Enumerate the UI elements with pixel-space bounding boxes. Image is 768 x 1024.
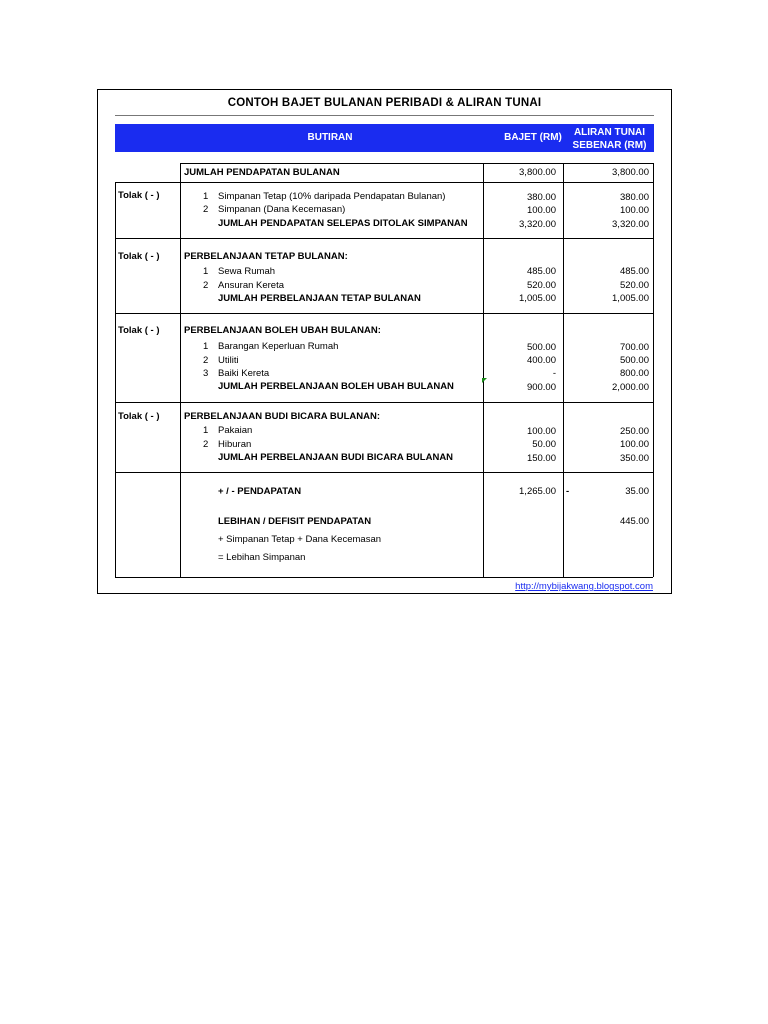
grid-line	[563, 163, 564, 577]
item-number: 1	[203, 266, 209, 277]
item-label: Simpanan Tetap (10% daripada Pendapatan Bulanan)	[218, 191, 446, 202]
item-number: 1	[203, 341, 209, 352]
item-bajet: 380.00	[526, 192, 556, 203]
blog-link[interactable]: http://mybijakwang.blogspot.com	[515, 581, 653, 592]
grid-line	[115, 238, 653, 239]
item-number: 2	[203, 280, 209, 291]
item-bajet: -	[552, 368, 556, 379]
lebihan-simpanan-label: = Lebihan Simpanan	[218, 552, 306, 563]
grid-line	[180, 163, 653, 164]
lebihan-label: LEBIHAN / DEFISIT PENDAPATAN	[218, 516, 372, 527]
item-aliran: 500.00	[619, 355, 649, 366]
item-number: 3	[203, 368, 209, 379]
income-label: JUMLAH PENDAPATAN BULANAN	[184, 167, 340, 178]
item-label: Simpanan (Dana Kecemasan)	[218, 204, 346, 215]
tolak-label: Tolak ( - )	[118, 251, 160, 262]
pendapatan-bajet: 1,265.00	[519, 486, 556, 497]
tolak-label: Tolak ( - )	[118, 325, 160, 336]
grid-line	[115, 402, 653, 403]
income-bajet: 3,800.00	[519, 167, 556, 178]
item-label: Hiburan	[218, 439, 252, 450]
item-bajet: 520.00	[526, 280, 556, 291]
section-total-aliran: 3,320.00	[612, 219, 649, 230]
item-aliran: 100.00	[619, 205, 649, 216]
income-aliran: 3,800.00	[612, 167, 649, 178]
page-title: CONTOH BAJET BULANAN PERIBADI & ALIRAN TUNAI	[227, 97, 542, 109]
item-bajet: 100.00	[526, 205, 556, 216]
section-total-aliran: 1,005.00	[612, 293, 649, 304]
item-bajet: 500.00	[526, 342, 556, 353]
tolak-label: Tolak ( - )	[118, 190, 160, 201]
item-aliran: 250.00	[619, 426, 649, 437]
header-aliran-line2: SEBENAR (RM)	[572, 140, 647, 151]
section-heading: PERBELANJAAN BOLEH UBAH BULANAN:	[184, 325, 381, 336]
section-total-bajet: 900.00	[526, 382, 556, 393]
item-number: 2	[203, 439, 209, 450]
item-bajet: 50.00	[532, 439, 556, 450]
item-bajet: 100.00	[526, 426, 556, 437]
section-total-bajet: 3,320.00	[519, 219, 556, 230]
cell-comment-marker	[482, 378, 487, 383]
simpanan-label: + Simpanan Tetap + Dana Kecemasan	[218, 534, 382, 545]
section-heading: PERBELANJAAN TETAP BULANAN:	[184, 251, 348, 262]
item-aliran: 800.00	[619, 368, 649, 379]
grid-line	[653, 163, 654, 577]
section-total-aliran: 350.00	[619, 453, 649, 464]
grid-line	[115, 182, 653, 183]
section-total-label: JUMLAH PENDAPATAN SELEPAS DITOLAK SIMPANAN	[218, 218, 468, 229]
item-label: Baiki Kereta	[218, 368, 270, 379]
item-label: Pakaian	[218, 425, 253, 436]
title-underline	[115, 115, 654, 116]
lebihan-aliran: 445.00	[619, 516, 649, 527]
section-total-bajet: 150.00	[526, 453, 556, 464]
header-aliran	[565, 126, 654, 152]
item-label: Sewa Rumah	[218, 266, 276, 277]
grid-line	[115, 182, 116, 577]
grid-line	[115, 313, 653, 314]
item-number: 2	[203, 355, 209, 366]
table-header	[115, 124, 654, 152]
section-total-label: JUMLAH PERBELANJAAN BUDI BICARA BULANAN	[218, 452, 454, 463]
item-number: 1	[203, 425, 209, 436]
item-aliran: 485.00	[619, 266, 649, 277]
section-total-label: JUMLAH PERBELANJAAN TETAP BULANAN	[218, 293, 421, 304]
item-aliran: 380.00	[619, 192, 649, 203]
item-bajet: 485.00	[526, 266, 556, 277]
item-number: 1	[203, 191, 209, 202]
item-bajet: 400.00	[526, 355, 556, 366]
section-heading: PERBELANJAAN BUDI BICARA BULANAN:	[184, 411, 380, 422]
item-label: Utiliti	[218, 355, 239, 366]
item-label: Ansuran Kereta	[218, 280, 285, 291]
header-bajet: BAJET (RM)	[504, 132, 562, 143]
header-aliran-line1: ALIRAN TUNAI	[573, 127, 646, 138]
item-label: Barangan Keperluan Rumah	[218, 341, 339, 352]
section-total-bajet: 1,005.00	[519, 293, 556, 304]
grid-line	[115, 472, 653, 473]
tolak-label: Tolak ( - )	[118, 411, 160, 422]
section-total-label: JUMLAH PERBELANJAAN BOLEH UBAH BULANAN	[218, 381, 454, 392]
item-aliran: 700.00	[619, 342, 649, 353]
grid-line	[180, 163, 181, 577]
grid-line	[115, 577, 653, 578]
section-total-aliran: 2,000.00	[612, 382, 649, 393]
item-number: 2	[203, 204, 209, 215]
pendapatan-sign: -	[566, 486, 570, 497]
pendapatan-aliran: 35.00	[625, 486, 649, 497]
pendapatan-label: + / - PENDAPATAN	[218, 486, 302, 497]
item-aliran: 520.00	[619, 280, 649, 291]
item-aliran: 100.00	[619, 439, 649, 450]
header-butiran: BUTIRAN	[307, 132, 353, 143]
